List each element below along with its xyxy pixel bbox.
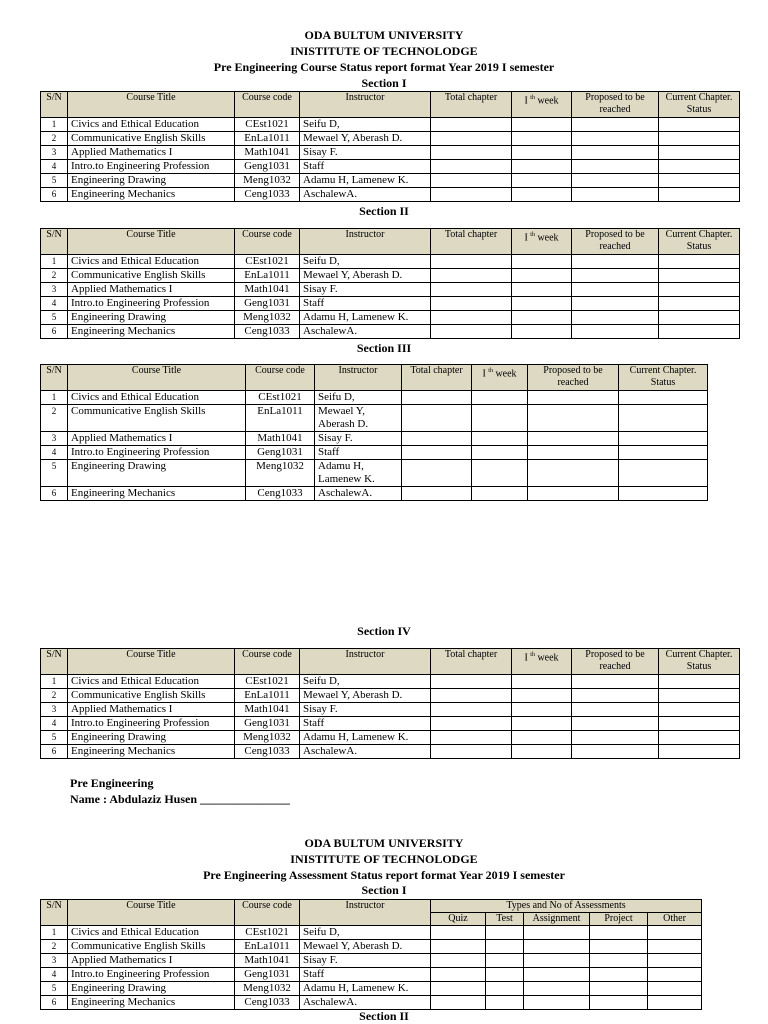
assessment-section-ii-title: Section II	[359, 1009, 409, 1023]
col-current-status: Current Chapter. Status	[619, 365, 708, 391]
section-iv-table	[40, 648, 740, 759]
table-row: 2 Communicative English Skills EnLa1011 Mewael Y, Aberash D.	[41, 689, 740, 703]
university-name-2: ODA BULTUM UNIVERSITY	[304, 836, 464, 850]
section-ii-table	[40, 228, 740, 339]
col-instructor: Instructor	[300, 649, 431, 675]
table-row: 2 Communicative English Skills EnLa1011 Mewael Y, Aberash D.	[41, 405, 708, 432]
table-row: 1 Civics and Ethical Education CEst1021 Seifu D,	[41, 675, 740, 689]
col-instructor: Instructor	[300, 900, 431, 926]
col-assessment-types: Types and No of Assessments	[431, 900, 702, 913]
table-row: 4 Intro.to Engineering Profession Geng1031 Staff	[41, 297, 740, 311]
col-assignment: Assignment	[524, 913, 590, 926]
report-subtitle: Pre Engineering Course Status report format Year 2019 I semester	[213, 60, 555, 74]
col-instructor: Instructor	[300, 229, 431, 255]
table-row: 4 Intro.to Engineering Profession Geng1031 Staff	[41, 160, 740, 174]
table-row: 4 Intro.to Engineering Profession Geng1031 Staff	[41, 968, 702, 982]
col-instructor: Instructor	[300, 92, 431, 118]
table-row: 3 Applied Mathematics I Math1041 Sisay F.	[41, 432, 708, 446]
institute-name-2: INISTITUTE OF TECHNOLODGE	[290, 852, 478, 866]
table-row: 4 Intro.to Engineering Profession Geng1031 Staff	[41, 717, 740, 731]
col-proposed: Proposed to be reached	[572, 649, 659, 675]
col-sn: S/N	[41, 92, 68, 118]
col-current-status: Current Chapter. Status	[659, 649, 740, 675]
table-row: 6 Engineering Mechanics Ceng1033 AschalewA.	[41, 325, 740, 339]
section-i-table	[40, 91, 740, 202]
table-row: 5 Engineering Drawing Meng1032 Adamu H, Lamenew K.	[41, 460, 708, 487]
table-row: 2 Communicative English Skills EnLa1011 Mewael Y, Aberash D.	[41, 940, 702, 954]
col-total-chapter: Total chapter	[431, 92, 512, 118]
col-sn: S/N	[41, 229, 68, 255]
institute-name: INISTITUTE OF TECHNOLODGE	[290, 44, 478, 58]
col-course-title: Course Title	[68, 92, 235, 118]
col-course-code: Course code	[235, 649, 300, 675]
table-row: 3 Applied Mathematics I Math1041 Sisay F.	[41, 146, 740, 160]
col-course-title: Course Title	[68, 229, 235, 255]
col-course-title: Course Title	[68, 365, 246, 391]
section-iii-title: Section III	[356, 341, 412, 355]
col-week: I $^{th}$ week	[512, 92, 572, 118]
author-name: Name : Abdulaziz Husen _______________	[70, 792, 291, 806]
col-proposed: Proposed to be reached	[572, 229, 659, 255]
assessment-table	[40, 899, 702, 1010]
table-row: 3 Applied Mathematics I Math1041 Sisay F.	[41, 954, 702, 968]
col-test: Test	[486, 913, 524, 926]
col-total-chapter: Total chapter	[431, 649, 512, 675]
table-row: 1 Civics and Ethical Education CEst1021 Seifu D,	[41, 926, 702, 940]
table-row: 5 Engineering Drawing Meng1032 Adamu H, Lamenew K.	[41, 311, 740, 325]
assessment-subtitle: Pre Engineering Assessment Status report format Year 2019 I semester	[203, 868, 565, 882]
col-course-title: Course Title	[68, 649, 235, 675]
col-week: I $^{th}$ week	[472, 365, 528, 391]
col-proposed: Proposed to be reached	[572, 92, 659, 118]
table-row: 6 Engineering Mechanics Ceng1033 AschalewA.	[41, 745, 740, 759]
table-row: 6 Engineering Mechanics Ceng1033 AschalewA.	[41, 996, 702, 1010]
col-week: I $^{th}$ week	[512, 649, 572, 675]
col-course-code: Course code	[235, 229, 300, 255]
col-current-status: Current Chapter. Status	[659, 92, 740, 118]
col-total-chapter: Total chapter	[431, 229, 512, 255]
col-course-code: Course code	[235, 900, 300, 926]
table-row: 2 Communicative English Skills EnLa1011 Mewael Y, Aberash D.	[41, 132, 740, 146]
university-name: ODA BULTUM UNIVERSITY	[304, 28, 464, 42]
col-week: I $^{th}$ week	[512, 229, 572, 255]
table-row: 2 Communicative English Skills EnLa1011 Mewael Y, Aberash D.	[41, 269, 740, 283]
col-project: Project	[590, 913, 648, 926]
table-row: 5 Engineering Drawing Meng1032 Adamu H, Lamenew K.	[41, 174, 740, 188]
col-quiz: Quiz	[431, 913, 486, 926]
col-sn: S/N	[41, 365, 68, 391]
program-label: Pre Engineering	[70, 776, 154, 790]
col-total-chapter: Total chapter	[402, 365, 472, 391]
section-i-title: Section I	[361, 76, 407, 90]
table-row: 5 Engineering Drawing Meng1032 Adamu H, Lamenew K.	[41, 731, 740, 745]
col-proposed: Proposed to be reached	[528, 365, 619, 391]
col-other: Other	[648, 913, 702, 926]
col-sn: S/N	[41, 649, 68, 675]
col-course-title: Course Title	[68, 900, 235, 926]
table-row: 1 Civics and Ethical Education CEst1021 Seifu D,	[41, 391, 708, 405]
table-row: 4 Intro.to Engineering Profession Geng1031 Staff	[41, 446, 708, 460]
table-row: 3 Applied Mathematics I Math1041 Sisay F.	[41, 283, 740, 297]
table-row: 6 Engineering Mechanics Ceng1033 AschalewA.	[41, 188, 740, 202]
col-course-code: Course code	[235, 92, 300, 118]
table-row: 1 Civics and Ethical Education CEst1021 Seifu D,	[41, 118, 740, 132]
assessment-section-i-title: Section I	[361, 883, 407, 897]
table-row: 6 Engineering Mechanics Ceng1033 AschalewA.	[41, 487, 708, 501]
table-row: 1 Civics and Ethical Education CEst1021 Seifu D,	[41, 255, 740, 269]
col-current-status: Current Chapter. Status	[659, 229, 740, 255]
col-instructor: Instructor	[315, 365, 402, 391]
section-iv-title: Section IV	[357, 624, 411, 638]
section-ii-title: Section II	[359, 204, 409, 218]
col-sn: S/N	[41, 900, 68, 926]
table-row: 5 Engineering Drawing Meng1032 Adamu H, Lamenew K.	[41, 982, 702, 996]
section-iii-table	[40, 364, 708, 501]
table-row: 3 Applied Mathematics I Math1041 Sisay F.	[41, 703, 740, 717]
col-course-code: Course code	[246, 365, 315, 391]
